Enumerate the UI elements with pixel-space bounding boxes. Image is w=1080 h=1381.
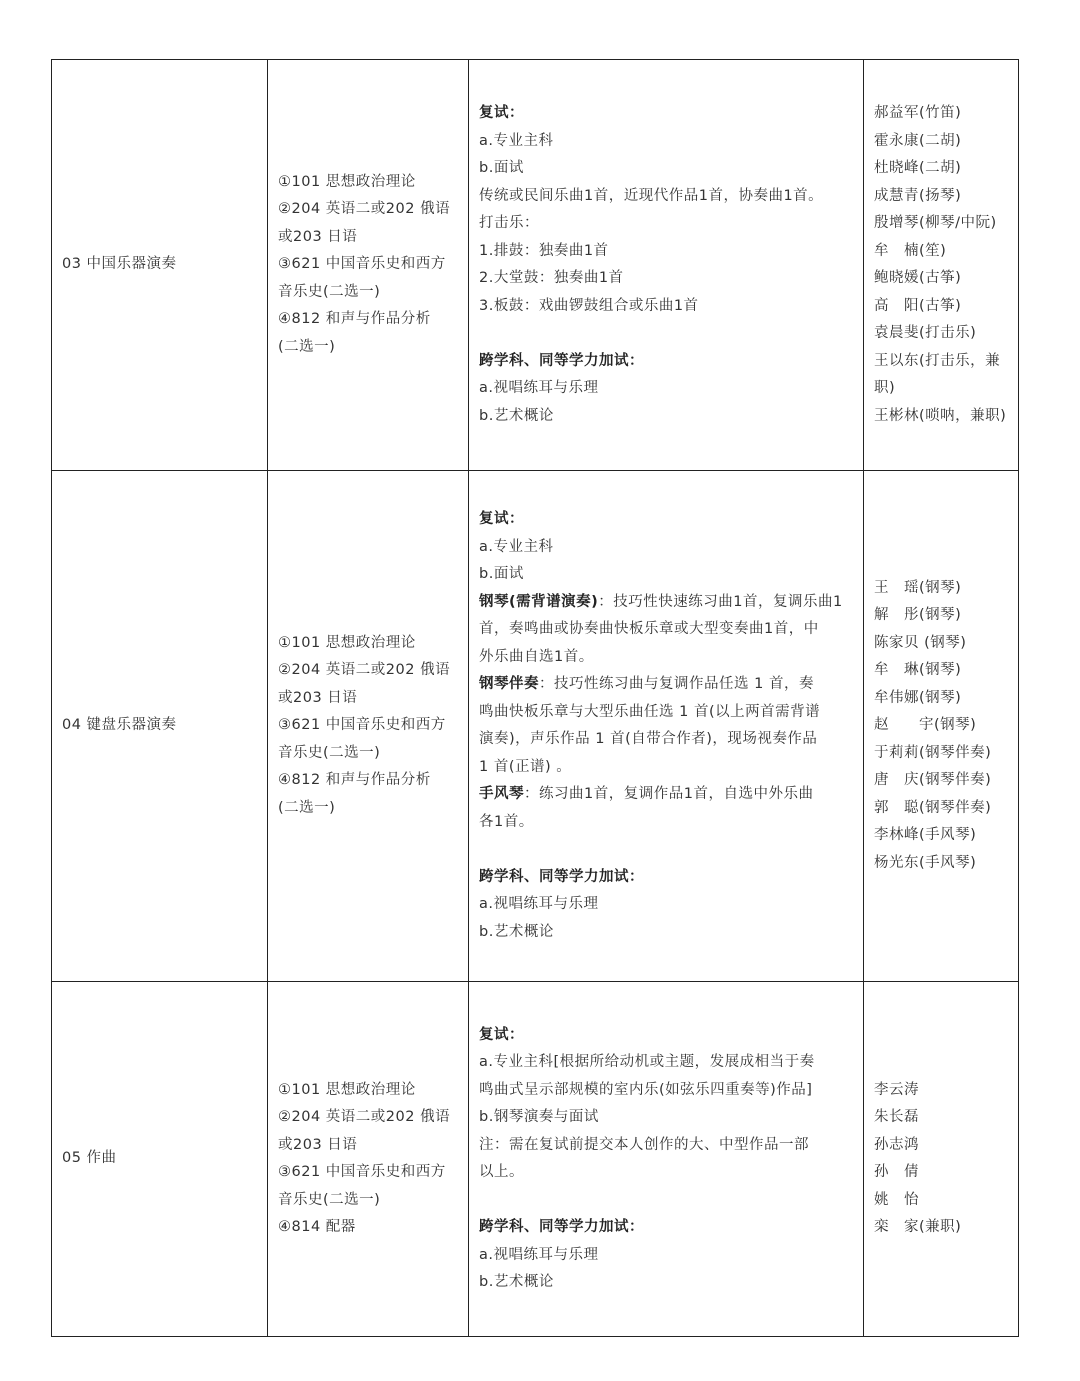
subject-line: ④812 和声与作品分析	[278, 772, 431, 789]
teacher: 郭 聪(钢琴伴奏)	[874, 799, 992, 816]
teacher: 解 彤(钢琴)	[874, 607, 962, 624]
retest-line: b.面试	[479, 160, 524, 176]
teacher: 朱长磊	[874, 1109, 919, 1125]
piano-text: 首，奏鸣曲或协奏曲快板乐章或大型变奏曲1首，中	[479, 621, 819, 637]
teacher: 孙 倩	[874, 1164, 919, 1180]
teacher: 高 阳(古筝)	[874, 297, 962, 314]
accordion-requirement	[479, 781, 853, 809]
subject-line: ②204 英语二或202 俄语	[278, 201, 451, 218]
retest-title: 复试：	[479, 511, 524, 527]
retest-title: 复试：	[479, 1026, 524, 1043]
extra-line: a.视唱练耳与乐理	[479, 896, 599, 912]
subject-line: ②204 英语二或202 俄语	[278, 662, 451, 679]
piano-requirement	[479, 589, 853, 617]
subjects-cell	[268, 982, 469, 1337]
subject-line: ③621 中国音乐史和西方	[278, 256, 446, 273]
retest-cell	[469, 60, 864, 471]
teachers-cell	[864, 60, 1019, 471]
teacher: 王 瑶(钢琴)	[874, 579, 962, 596]
teacher: 袁晨斐(打击乐)	[874, 325, 977, 341]
accompaniment-text: 1 首(正谱) 。	[479, 758, 572, 775]
subject-line: 或203 日语	[278, 689, 358, 706]
teacher: 鲍晓媛(古筝)	[874, 270, 962, 286]
subject-line: ③621 中国音乐史和西方	[278, 1164, 446, 1180]
extra-line: b.艺术概论	[479, 1274, 554, 1290]
teacher: 牟伟娜(钢琴)	[874, 689, 962, 706]
teacher: 王以东(打击乐，兼	[874, 352, 1001, 369]
teacher: 栾 家(兼职)	[874, 1219, 962, 1235]
retest-line: a.专业主科	[479, 538, 554, 555]
extra-line: b.艺术概论	[479, 407, 554, 424]
major-cell	[52, 982, 268, 1337]
subject-line: ①101 思想政治理论	[278, 1081, 416, 1098]
piano-text: ：技巧性快速练习曲1首，复调乐曲1	[598, 593, 843, 610]
subject-line: (二选一)	[278, 338, 336, 355]
accompaniment-requirement	[479, 671, 853, 699]
spacer	[479, 836, 853, 864]
extra-title: 跨学科、同等学力加试：	[479, 1219, 644, 1235]
retest-line: 打击乐：	[479, 215, 539, 231]
teacher: 霍永康(二胡)	[874, 132, 962, 149]
teacher: 赵 宇(钢琴)	[874, 717, 977, 734]
piano-text: 外乐曲自选1首。	[479, 648, 594, 665]
table-row	[52, 982, 1019, 1337]
retest-line: 2.大堂鼓：独奏曲1首	[479, 270, 624, 286]
subject-line: ③621 中国音乐史和西方	[278, 717, 446, 734]
spacer	[479, 320, 853, 348]
teacher: 李云涛	[874, 1081, 919, 1098]
enrollment-table	[51, 59, 1019, 1337]
subject-line: ①101 思想政治理论	[278, 634, 416, 651]
teacher: 王彬林(唢呐，兼职)	[874, 407, 1007, 424]
retest-title: 复试：	[479, 105, 524, 121]
subject-line: 或203 日语	[278, 1136, 358, 1153]
subject-line: ④812 和声与作品分析	[278, 311, 431, 328]
teacher: 成慧青(扬琴)	[874, 187, 962, 204]
major-cell	[52, 471, 268, 982]
extra-title: 跨学科、同等学力加试：	[479, 352, 644, 369]
teacher: 唐 庆(钢琴伴奏)	[874, 772, 992, 789]
teacher: 牟 琳(钢琴)	[874, 662, 962, 679]
accompaniment-text: ：技巧性练习曲与复调作品任选 1 首，奏	[539, 676, 814, 692]
subjects-cell	[268, 60, 469, 471]
major-name: 04 键盘乐器演奏	[62, 717, 177, 734]
teacher: 于莉莉(钢琴伴奏)	[874, 744, 992, 761]
major-name: 05 作曲	[62, 1150, 117, 1167]
extra-line: b.艺术概论	[479, 923, 554, 940]
teachers-cell	[864, 982, 1019, 1337]
extra-line: a.视唱练耳与乐理	[479, 1246, 599, 1263]
retest-line: 以上。	[479, 1164, 524, 1180]
piano-label: 钢琴(需背谱演奏)	[479, 593, 599, 610]
retest-line: 3.板鼓：戏曲锣鼓组合或乐曲1首	[479, 297, 699, 314]
subjects-cell	[268, 471, 469, 982]
retest-cell	[469, 982, 864, 1337]
retest-cell	[469, 471, 864, 982]
table-row	[52, 471, 1019, 982]
teachers-cell	[864, 471, 1019, 982]
major-name: 03 中国乐器演奏	[62, 256, 177, 273]
retest-line: a.专业主科	[479, 132, 554, 149]
accordion-text: ：练习曲1首，复调作品1首，自选中外乐曲	[524, 786, 814, 802]
extra-title: 跨学科、同等学力加试：	[479, 868, 644, 885]
teacher: 姚 怡	[874, 1191, 919, 1208]
teacher: 牟 楠(笙)	[874, 242, 947, 259]
accompaniment-label: 钢琴伴奏	[479, 676, 539, 692]
accordion-text: 各1首。	[479, 813, 534, 830]
teacher: 陈家贝 (钢琴)	[874, 634, 967, 651]
accompaniment-text: 演奏)，声乐作品 1 首(自带合作者)，现场视奏作品	[479, 731, 818, 747]
teacher: 郝益军(竹笛)	[874, 105, 962, 121]
extra-line: a.视唱练耳与乐理	[479, 380, 599, 396]
major-cell	[52, 60, 268, 471]
subject-line: 音乐史(二选一)	[278, 744, 381, 761]
teacher: 孙志鸿	[874, 1136, 919, 1153]
retest-line: 鸣曲式呈示部规模的室内乐(如弦乐四重奏等)作品]	[479, 1081, 813, 1098]
subject-line: 音乐史(二选一)	[278, 283, 381, 300]
subject-line: 或203 日语	[278, 228, 358, 245]
subject-line: ①101 思想政治理论	[278, 173, 416, 190]
retest-line: 1.排鼓：独奏曲1首	[479, 242, 609, 259]
retest-line: b.钢琴演奏与面试	[479, 1109, 599, 1125]
retest-line: a.专业主科[根据所给动机或主题，发展成相当于奏	[479, 1054, 815, 1070]
teacher: 殷增琴(柳琴/中阮)	[874, 215, 997, 231]
accordion-label: 手风琴	[479, 786, 524, 802]
retest-line: b.面试	[479, 566, 524, 582]
teacher: 杨光东(手风琴)	[874, 854, 977, 871]
teacher: 李林峰(手风琴)	[874, 827, 977, 844]
subject-line: (二选一)	[278, 799, 336, 816]
spacer	[479, 1187, 853, 1215]
accompaniment-text: 鸣曲快板乐章与大型乐曲任选 1 首(以上两首需背谱	[479, 703, 821, 720]
teacher: 职)	[874, 380, 896, 396]
subject-line: ②204 英语二或202 俄语	[278, 1109, 451, 1125]
subject-line: 音乐史(二选一)	[278, 1191, 381, 1208]
retest-line: 传统或民间乐曲1首，近现代作品1首，协奏曲1首。	[479, 187, 824, 204]
table-row	[52, 60, 1019, 471]
subject-line: ④814 配器	[278, 1219, 356, 1235]
teacher: 杜晓峰(二胡)	[874, 160, 962, 176]
retest-line: 注：需在复试前提交本人创作的大、中型作品一部	[479, 1136, 809, 1153]
